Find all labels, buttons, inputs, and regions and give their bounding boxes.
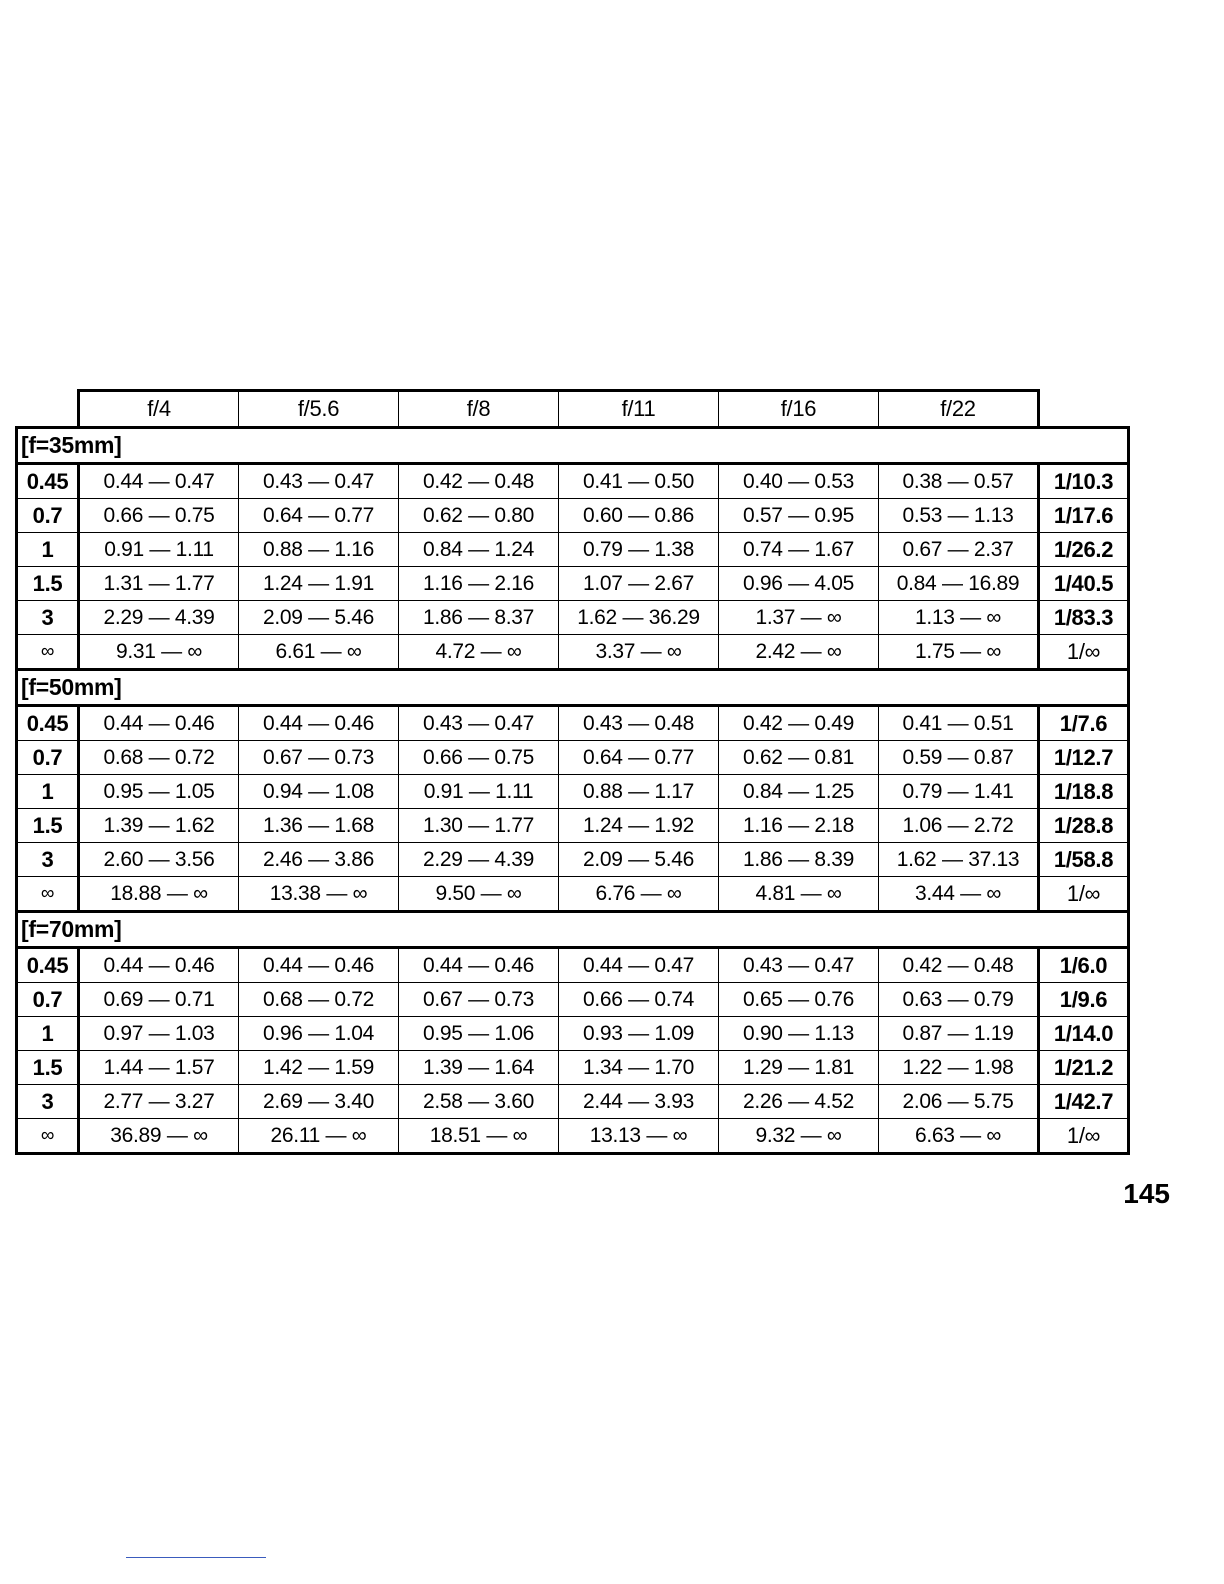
dof-range-cell: 0.66 — 0.74: [559, 983, 719, 1017]
table-body: [17, 391, 1129, 1154]
magnification-cell: 1/28.8: [1039, 809, 1129, 843]
dof-range-cell: 0.38 — 0.57: [879, 464, 1039, 499]
distance-cell: 0.45: [17, 706, 79, 741]
table-row: [17, 533, 1129, 567]
distance-cell: 0.7: [17, 983, 79, 1017]
magnification-cell: 1/9.6: [1039, 983, 1129, 1017]
table-row: [17, 1085, 1129, 1119]
distance-cell: 3: [17, 1085, 79, 1119]
table-row: [17, 775, 1129, 809]
dof-range-cell: 26.11 — ∞: [239, 1119, 399, 1154]
dof-range-cell: 0.44 — 0.46: [239, 706, 399, 741]
dof-range-cell: 1.34 — 1.70: [559, 1051, 719, 1085]
dof-range-cell: 2.77 — 3.27: [79, 1085, 239, 1119]
dof-range-cell: 18.88 — ∞: [79, 877, 239, 912]
dof-range-cell: 18.51 — ∞: [399, 1119, 559, 1154]
table-row: [17, 741, 1129, 775]
magnification-cell: 1/∞: [1039, 635, 1129, 670]
dof-range-cell: 0.95 — 1.06: [399, 1017, 559, 1051]
dof-range-cell: 9.31 — ∞: [79, 635, 239, 670]
dof-range-cell: 6.76 — ∞: [559, 877, 719, 912]
distance-cell: 0.45: [17, 464, 79, 499]
dof-range-cell: 1.30 — 1.77: [399, 809, 559, 843]
magnification-cell: 1/58.8: [1039, 843, 1129, 877]
dof-range-cell: 1.62 — 37.13: [879, 843, 1039, 877]
dof-range-cell: 2.29 — 4.39: [399, 843, 559, 877]
dof-range-cell: 1.86 — 8.39: [719, 843, 879, 877]
distance-cell: ∞: [17, 1119, 79, 1154]
header-corner: [17, 391, 79, 428]
dof-range-cell: 1.31 — 1.77: [79, 567, 239, 601]
magnification-cell: 1/10.3: [1039, 464, 1129, 499]
dof-range-cell: 13.38 — ∞: [239, 877, 399, 912]
dof-range-cell: 1.06 — 2.72: [879, 809, 1039, 843]
dof-range-cell: 0.88 — 1.16: [239, 533, 399, 567]
dof-range-cell: 2.46 — 3.86: [239, 843, 399, 877]
dof-range-cell: 1.86 — 8.37: [399, 601, 559, 635]
focal-length-label: [f=50mm]: [17, 670, 1129, 706]
aperture-header: f/11: [559, 391, 719, 428]
dof-range-cell: 0.84 — 1.25: [719, 775, 879, 809]
table-row: [17, 635, 1129, 670]
magnification-cell: 1/40.5: [1039, 567, 1129, 601]
dof-range-cell: 2.69 — 3.40: [239, 1085, 399, 1119]
aperture-header: f/4: [79, 391, 239, 428]
dof-range-cell: 1.22 — 1.98: [879, 1051, 1039, 1085]
table-row: [17, 948, 1129, 983]
dof-range-cell: 0.62 — 0.81: [719, 741, 879, 775]
dof-range-cell: 0.74 — 1.67: [719, 533, 879, 567]
distance-cell: ∞: [17, 877, 79, 912]
dof-range-cell: 9.50 — ∞: [399, 877, 559, 912]
dof-range-cell: 2.29 — 4.39: [79, 601, 239, 635]
table-row: [17, 601, 1129, 635]
distance-cell: 1: [17, 775, 79, 809]
distance-cell: 1.5: [17, 809, 79, 843]
dof-range-cell: 0.84 — 16.89: [879, 567, 1039, 601]
dof-range-cell: 1.24 — 1.91: [239, 567, 399, 601]
focal-length-label: [f=70mm]: [17, 912, 1129, 948]
dof-range-cell: 2.26 — 4.52: [719, 1085, 879, 1119]
distance-cell: 0.7: [17, 499, 79, 533]
dof-range-cell: 0.63 — 0.79: [879, 983, 1039, 1017]
dof-range-cell: 2.60 — 3.56: [79, 843, 239, 877]
dof-range-cell: 0.97 — 1.03: [79, 1017, 239, 1051]
table-row: [17, 706, 1129, 741]
dof-range-cell: 2.09 — 5.46: [239, 601, 399, 635]
table-row: [17, 809, 1129, 843]
dof-range-cell: 0.44 — 0.46: [399, 948, 559, 983]
distance-cell: 1.5: [17, 1051, 79, 1085]
dof-range-cell: 0.65 — 0.76: [719, 983, 879, 1017]
dof-range-cell: 0.43 — 0.47: [239, 464, 399, 499]
aperture-header: f/16: [719, 391, 879, 428]
dof-range-cell: 0.60 — 0.86: [559, 499, 719, 533]
dof-range-cell: 6.61 — ∞: [239, 635, 399, 670]
dof-range-cell: 0.91 — 1.11: [399, 775, 559, 809]
dof-range-cell: 0.93 — 1.09: [559, 1017, 719, 1051]
dof-range-cell: 0.91 — 1.11: [79, 533, 239, 567]
dof-range-cell: 2.06 — 5.75: [879, 1085, 1039, 1119]
dof-range-cell: 0.42 — 0.48: [399, 464, 559, 499]
dof-range-cell: 1.13 — ∞: [879, 601, 1039, 635]
dof-range-cell: 0.44 — 0.46: [79, 948, 239, 983]
magnification-cell: 1/7.6: [1039, 706, 1129, 741]
dof-range-cell: 0.44 — 0.46: [79, 706, 239, 741]
page-number: 145: [1123, 1178, 1170, 1209]
section-row: [17, 428, 1129, 464]
aperture-header: f/22: [879, 391, 1039, 428]
distance-cell: 0.7: [17, 741, 79, 775]
dof-range-cell: 0.41 — 0.51: [879, 706, 1039, 741]
dof-range-cell: 0.95 — 1.05: [79, 775, 239, 809]
dof-range-cell: 1.24 — 1.92: [559, 809, 719, 843]
table-row: [17, 843, 1129, 877]
dof-range-cell: 0.96 — 4.05: [719, 567, 879, 601]
distance-cell: ∞: [17, 635, 79, 670]
dof-range-cell: 1.42 — 1.59: [239, 1051, 399, 1085]
dof-range-cell: 1.62 — 36.29: [559, 601, 719, 635]
dof-range-cell: 6.63 — ∞: [879, 1119, 1039, 1154]
dof-range-cell: 4.81 — ∞: [719, 877, 879, 912]
aperture-header-row: [17, 391, 1129, 428]
aperture-header: f/8: [399, 391, 559, 428]
dof-range-cell: 0.44 — 0.46: [239, 948, 399, 983]
dof-range-cell: 1.16 — 2.18: [719, 809, 879, 843]
dof-range-cell: 0.43 — 0.47: [399, 706, 559, 741]
dof-range-cell: 0.53 — 1.13: [879, 499, 1039, 533]
focal-length-label: [f=35mm]: [17, 428, 1129, 464]
dof-range-cell: 0.44 — 0.47: [79, 464, 239, 499]
dof-range-cell: 0.90 — 1.13: [719, 1017, 879, 1051]
distance-cell: 1: [17, 1017, 79, 1051]
distance-cell: 3: [17, 601, 79, 635]
dof-range-cell: 0.64 — 0.77: [239, 499, 399, 533]
distance-cell: 1: [17, 533, 79, 567]
aperture-header: f/5.6: [239, 391, 399, 428]
header-ratio-blank: [1039, 391, 1129, 428]
distance-cell: 1.5: [17, 567, 79, 601]
dof-range-cell: 0.62 — 0.80: [399, 499, 559, 533]
dof-range-cell: 0.68 — 0.72: [79, 741, 239, 775]
dof-range-cell: 0.66 — 0.75: [399, 741, 559, 775]
dof-range-cell: 3.44 — ∞: [879, 877, 1039, 912]
table-row: [17, 1051, 1129, 1085]
magnification-cell: 1/26.2: [1039, 533, 1129, 567]
dof-range-cell: 0.79 — 1.41: [879, 775, 1039, 809]
dof-range-cell: 0.66 — 0.75: [79, 499, 239, 533]
dof-range-cell: 36.89 — ∞: [79, 1119, 239, 1154]
dof-range-cell: 0.41 — 0.50: [559, 464, 719, 499]
magnification-cell: 1/21.2: [1039, 1051, 1129, 1085]
magnification-cell: 1/83.3: [1039, 601, 1129, 635]
dof-range-cell: 0.40 — 0.53: [719, 464, 879, 499]
distance-cell: 3: [17, 843, 79, 877]
dof-range-cell: 0.79 — 1.38: [559, 533, 719, 567]
dof-range-cell: 0.94 — 1.08: [239, 775, 399, 809]
dof-range-cell: 2.58 — 3.60: [399, 1085, 559, 1119]
dof-range-cell: 1.29 — 1.81: [719, 1051, 879, 1085]
dof-range-cell: 13.13 — ∞: [559, 1119, 719, 1154]
dof-range-cell: 1.07 — 2.67: [559, 567, 719, 601]
dof-range-cell: 1.39 — 1.62: [79, 809, 239, 843]
magnification-cell: 1/14.0: [1039, 1017, 1129, 1051]
dof-range-cell: 0.88 — 1.17: [559, 775, 719, 809]
distance-cell: 0.45: [17, 948, 79, 983]
dof-range-cell: 0.68 — 0.72: [239, 983, 399, 1017]
magnification-cell: 1/6.0: [1039, 948, 1129, 983]
dof-range-cell: 3.37 — ∞: [559, 635, 719, 670]
dof-range-cell: 1.75 — ∞: [879, 635, 1039, 670]
dof-range-cell: 0.43 — 0.48: [559, 706, 719, 741]
dof-range-cell: 2.44 — 3.93: [559, 1085, 719, 1119]
dof-range-cell: 0.43 — 0.47: [719, 948, 879, 983]
dof-range-cell: 0.67 — 2.37: [879, 533, 1039, 567]
dof-range-cell: 0.87 — 1.19: [879, 1017, 1039, 1051]
dof-range-cell: 0.69 — 0.71: [79, 983, 239, 1017]
dof-range-cell: 2.42 — ∞: [719, 635, 879, 670]
dof-range-cell: 0.64 — 0.77: [559, 741, 719, 775]
dof-range-cell: 0.67 — 0.73: [399, 983, 559, 1017]
magnification-cell: 1/17.6: [1039, 499, 1129, 533]
dof-range-cell: 0.42 — 0.49: [719, 706, 879, 741]
magnification-cell: 1/∞: [1039, 877, 1129, 912]
dof-range-cell: 1.44 — 1.57: [79, 1051, 239, 1085]
dof-range-cell: 4.72 — ∞: [399, 635, 559, 670]
dof-range-cell: 0.42 — 0.48: [879, 948, 1039, 983]
dof-range-cell: 0.59 — 0.87: [879, 741, 1039, 775]
section-row: [17, 912, 1129, 948]
footer-rule: [126, 1557, 266, 1558]
table-row: [17, 464, 1129, 499]
table-row: [17, 499, 1129, 533]
magnification-cell: 1/12.7: [1039, 741, 1129, 775]
dof-range-cell: 2.09 — 5.46: [559, 843, 719, 877]
table-row: [17, 983, 1129, 1017]
dof-range-cell: 1.37 — ∞: [719, 601, 879, 635]
magnification-cell: 1/42.7: [1039, 1085, 1129, 1119]
dof-range-cell: 0.57 — 0.95: [719, 499, 879, 533]
table-row: [17, 567, 1129, 601]
dof-range-cell: 0.84 — 1.24: [399, 533, 559, 567]
table-row: [17, 877, 1129, 912]
magnification-cell: 1/18.8: [1039, 775, 1129, 809]
section-row: [17, 670, 1129, 706]
dof-range-cell: 1.16 — 2.16: [399, 567, 559, 601]
dof-range-cell: 0.44 — 0.47: [559, 948, 719, 983]
table-row: [17, 1017, 1129, 1051]
depth-of-field-table: [15, 389, 1130, 1155]
dof-range-cell: 1.36 — 1.68: [239, 809, 399, 843]
magnification-cell: 1/∞: [1039, 1119, 1129, 1154]
dof-range-cell: 0.96 — 1.04: [239, 1017, 399, 1051]
dof-range-cell: 9.32 — ∞: [719, 1119, 879, 1154]
table-row: [17, 1119, 1129, 1154]
dof-range-cell: 0.67 — 0.73: [239, 741, 399, 775]
dof-range-cell: 1.39 — 1.64: [399, 1051, 559, 1085]
